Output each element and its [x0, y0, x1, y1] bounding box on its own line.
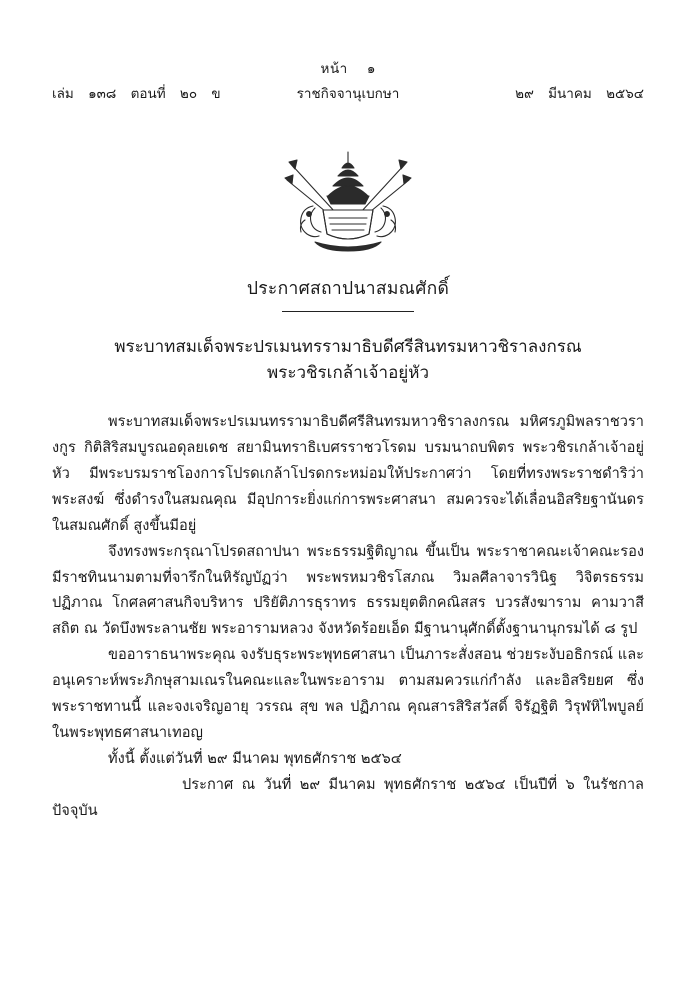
- header-page-indicator: [52, 56, 644, 80]
- body-paragraph-3: ขออาราธนาพระคุณ จงรับธุระพระพุทธศาสนา เป็นภาระสั่งสอน ช่วยระงับอธิกรณ์ และอนุเคราะห์พระภิกษุสามเณรในคณะและในพระอาราม ตามสมควรแก่กำลัง และอิสริยยศ ซึ่งพระราชทานนี้ และจงเจริญอายุ วรรณ สุข พล ปฏิภาณ คุณสารสิริสวัสดิ์ จิรัฏฐิติ วิรุฬหิไพบูลย์ ในพระพุทธศาสนาเทอญ: [52, 646, 644, 742]
- date-month: มีนาคม: [548, 86, 592, 102]
- header-row: [52, 82, 644, 104]
- royal-title-line-1: พระบาทสมเด็จพระปรเมนทรรามาธิบดีศรีสินทรมหาวชิราลงกรณ: [114, 337, 582, 357]
- page-header: [52, 56, 644, 116]
- page-label: หน้า: [320, 61, 348, 77]
- document-body: [52, 409, 644, 825]
- body-paragraph-5: ประกาศ ณ วันที่ ๒๙ มีนาคม พุทธศักราช ๒๕๖๔ เป็นปีที่ ๖ ในรัชกาลปัจจุบัน: [52, 776, 644, 820]
- section-suffix: ข: [211, 86, 221, 102]
- body-paragraph-1: พระบาทสมเด็จพระปรเมนทรรามาธิบดีศรีสินทรมหาวชิราลงกรณ มหิศรภูมิพลราชวรางกูร กิติสิริสมบูรณอดุลยเดช สยามินทราธิเบศรราชวโรดม บรมนาถบพิตร พระวชิรเกล้าเจ้าอยู่หัว มีพระบรมราชโองการโปรดเกล้าโปรดกระหม่อมให้ประกาศว่า โดยที่ทรงพระราชดำริว่า พระสงฆ์ ซึ่งดำรงในสมณคุณ มีอุปการะยิ่งแก่การพระศาสนา สมควรจะได้เลื่อนอิสริยฐานันดรในสมณศักดิ์ สูงขึ้นมีอยู่: [52, 412, 644, 534]
- section-number: ๒๐: [179, 86, 198, 102]
- volume-number: ๑๓๘: [88, 86, 117, 102]
- section-label: ตอนที่: [130, 86, 166, 102]
- date-year: ๒๕๖๔: [606, 86, 644, 102]
- date-day: ๒๙: [515, 86, 534, 102]
- volume-label: เล่ม: [52, 86, 74, 102]
- document-title: ประกาศสถาปนาสมณศักดิ์: [246, 279, 450, 299]
- header-volume-info: [52, 82, 221, 104]
- garuda-royal-emblem-icon: [273, 150, 423, 262]
- page-number: ๑: [366, 61, 376, 77]
- header-date: [515, 82, 644, 104]
- emblem-container: [52, 150, 644, 260]
- body-paragraph-2: จึงทรงพระกรุณาโปรดสถาปนา พระธรรมฐิติญาณ ขึ้นเป็น พระราชาคณะเจ้าคณะรอง มีราชทินนามตามที่จารึกในหิรัญบัฏว่า พระพรหมวชิรโสภณ วิมลศีลาจารวินิฐ วิจิตรธรรมปฏิภาณ โกศลศาสนกิจบริหาร ปริยัติภารธุราทร ธรรมยุตติกคณิสสร บวรสังฆาราม คามวาสี สถิต ณ วัดบึงพระลานชัย พระอารามหลวง จังหวัดร้อยเอ็ด มีฐานานุศักดิ์ตั้งฐานานุกรมได้ ๘ รูป: [52, 542, 644, 638]
- body-paragraph-4: ทั้งนี้ ตั้งแต่วันที่ ๒๙ มีนาคม พุทธศักราช ๒๕๖๔: [108, 750, 402, 768]
- gazette-name: ราชกิจจานุเบกษา: [296, 86, 400, 102]
- title-divider: [282, 311, 414, 312]
- royal-title: [52, 334, 644, 387]
- royal-title-line-2: พระวชิรเกล้าเจ้าอยู่หัว: [267, 363, 429, 384]
